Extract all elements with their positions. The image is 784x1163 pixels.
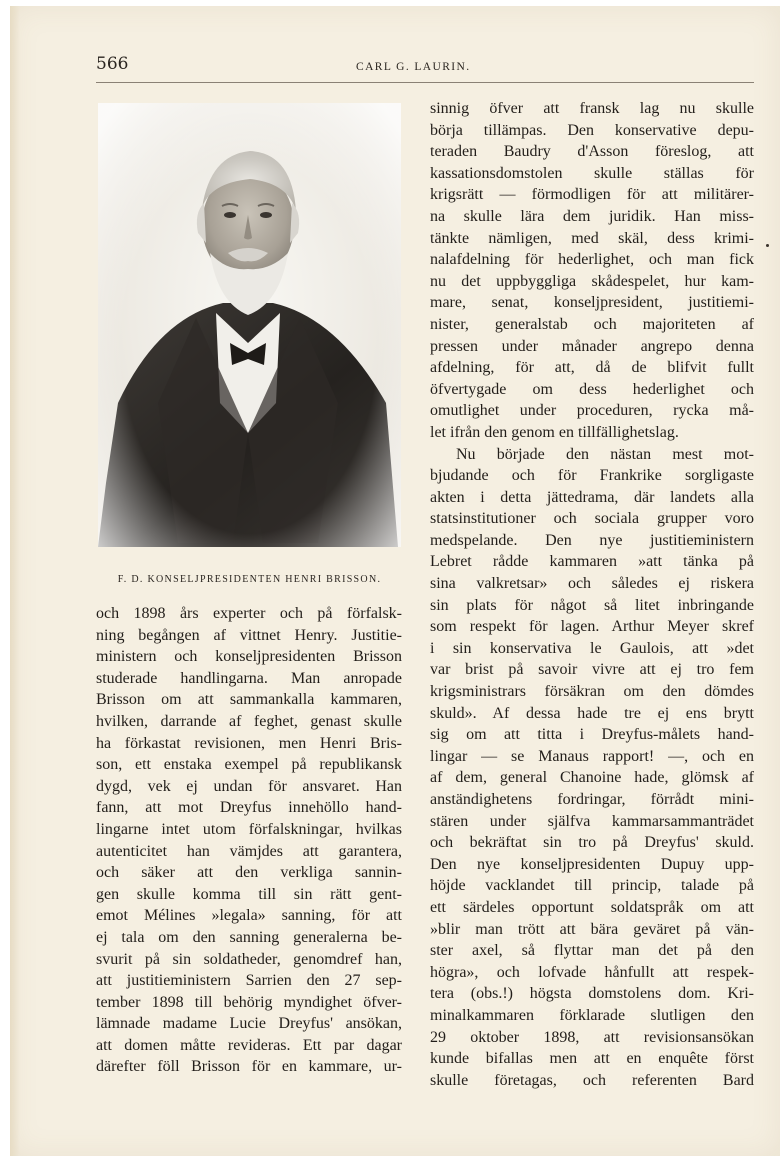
text-line: nalafdelning för hederlighet, och man fick xyxy=(430,251,754,269)
text-line: 29 oktober 1898, att revisionsansökan xyxy=(430,1028,754,1046)
text-line: öfvertygade om dess hederlighet och xyxy=(430,380,754,398)
book-page xyxy=(10,6,780,1156)
text-line: hvilken, darrande af feghet, genast skulle xyxy=(96,712,402,730)
header-rule xyxy=(96,82,754,83)
text-line: studerade handlingarna. Man anropade xyxy=(96,669,402,687)
text-line: och 1898 års experter och på förfalsk- xyxy=(96,605,402,622)
figure-caption: F. D. KONSELJPRESIDENTEN HENRI BRISSON. xyxy=(117,574,382,585)
text-line: ett särdeles opportunt soldatspråk om att xyxy=(430,898,754,916)
text-line: ej tala om den sanning generalerna be- xyxy=(96,928,402,946)
text-line: emot Mélines »legala» sanning, för att xyxy=(96,907,402,925)
text-line: statsinstitutioner och sociala grupper voro xyxy=(430,510,754,528)
text-line: gen skulle komma till sin rätt gent- xyxy=(96,885,402,903)
text-line: skuld». Af dessa hade tre ej ens brytt xyxy=(430,704,754,722)
text-line: sina valkretsar» och således ej riskera xyxy=(430,575,754,593)
text-line: medspelande. Den nye justitieministern xyxy=(430,531,754,549)
text-line: bjudande och för Frankrike sorgligaste xyxy=(430,467,754,485)
text-line: svurit på sin soldatheder, genomdref han, xyxy=(96,950,402,968)
text-line: ministern och konseljpresidenten Brisson xyxy=(96,648,402,666)
text-line: Den nye konseljpresidenten Dupuy upp- xyxy=(430,855,754,873)
left-column xyxy=(96,603,402,1078)
text-line: pressen under månader angrepo denna xyxy=(430,337,754,355)
text-line: sin plats för något så litet inbringande xyxy=(430,596,754,614)
text-line: mare, senat, konseljpresident, justitiemi- xyxy=(430,294,754,312)
text-line: na skulle lära dem juridik. Han miss- xyxy=(430,207,754,225)
text-line: son, ett enstaka exempel på republikansk xyxy=(96,756,402,774)
text-line: omutlighet under proceduren, rycka må- xyxy=(430,402,754,420)
page-number: 566 xyxy=(96,54,129,74)
paper-speck xyxy=(766,244,769,247)
text-line: afdelning, för att, då de blifvit fullt xyxy=(430,359,754,377)
text-line: dygd, vek ej undan för ansvaret. Han xyxy=(96,777,402,795)
text-line: teraden Baudry d'Asson föreslog, att xyxy=(430,143,754,161)
text-line: krigsministrars försäkran om den dömdes xyxy=(430,683,754,701)
page-header xyxy=(10,6,780,86)
text-line: kunde bifallas men att en enquête först xyxy=(430,1050,754,1068)
text-line: af dem, general Chanoine hade, glömsk af xyxy=(430,769,754,787)
text-line: att domen måtte revideras. Ett par dagar xyxy=(96,1036,402,1054)
text-line: Nu började den nästan mest mot- xyxy=(456,445,754,463)
text-line: som respekt för lagen. Arthur Meyer skref xyxy=(430,618,754,636)
text-line: ster axel, så flyttar man det på den xyxy=(430,942,754,960)
portrait-illustration xyxy=(98,103,401,547)
text-line: fann, att mot Dreyfus innehöllo hand- xyxy=(96,799,402,817)
text-line: sinnig öfver att fransk lag nu skulle xyxy=(430,100,754,117)
text-line: ning begången af vittnet Henry. Justitie- xyxy=(96,626,402,644)
text-line: och säker att den verkliga sannin- xyxy=(96,864,402,882)
text-line: höjde vacklandet till princip, talade på xyxy=(430,877,754,895)
text-line: ha förkastat revisionen, men Henri Bris- xyxy=(96,734,402,752)
text-line: minalkammaren förklarade slutligen den xyxy=(430,1006,754,1024)
text-line: högra», och lofvade hånfullt att respek- xyxy=(430,963,754,981)
text-line: nu det uppbyggliga skådespelet, hur kam- xyxy=(430,272,754,290)
text-line: autenticitet han vämjdes att garantera, xyxy=(96,842,402,860)
running-head: CARL G. LAURIN. xyxy=(356,61,471,73)
text-line: let ifrån den genom en tillfällighetslag. xyxy=(430,423,679,441)
portrait-photograph xyxy=(98,103,401,547)
text-line: anständighetens fordringar, förrådt mini- xyxy=(430,791,754,808)
text-line: att justitieministern Sarrien den 27 sep- xyxy=(96,972,402,990)
text-line: kassationsdomstolen skulle ställas för xyxy=(430,164,754,182)
text-line: lingar — se Manaus rapport! —, och en xyxy=(430,747,754,765)
text-line: Brisson om att sammankalla kammaren, xyxy=(96,691,402,709)
text-line: börja tillämpas. Den konservative depu- xyxy=(430,121,754,139)
right-column xyxy=(430,98,754,1091)
page-edge-shadow xyxy=(10,6,20,1156)
text-line: »blir man trött att bära geväret på vän- xyxy=(430,920,754,938)
text-line: stären under själfva kammarsammanträdet xyxy=(430,812,754,830)
text-line: skulle företagas, och referenten Bard xyxy=(430,1071,754,1089)
text-line: tember 1898 till behörig myndighet öfver- xyxy=(96,993,402,1011)
text-line: lingarne intet utom förfalskningar, hvilkas xyxy=(96,820,402,838)
text-line: och bekräftat sin tro på Dreyfus' skuld. xyxy=(430,834,754,852)
text-line: nister, generalstab och majoriteten af xyxy=(430,315,754,333)
text-line: akten i detta jättedrama, där landets alla xyxy=(430,488,754,506)
text-line: tänkte nämligen, med skäl, dess krimi- xyxy=(430,229,754,247)
text-line: lämnade madame Lucie Dreyfus' ansökan, xyxy=(96,1015,402,1033)
text-line: Lebret rådde kammaren »att tänka på xyxy=(430,553,754,571)
text-line: krigsrätt — förmodligen för att militärer- xyxy=(430,186,754,204)
text-line: i sin konservativa le Gaulois, att »det xyxy=(430,639,754,657)
text-line: sig om att titta i Dreyfus-målets hand- xyxy=(430,726,754,744)
text-line: därefter föll Brisson för en kammare, ur- xyxy=(96,1058,402,1076)
text-line: var brist på savoir vivre att ej tro fem xyxy=(430,661,754,679)
text-line: tera (obs.!) högsta domstolens dom. Kri- xyxy=(430,985,754,1003)
